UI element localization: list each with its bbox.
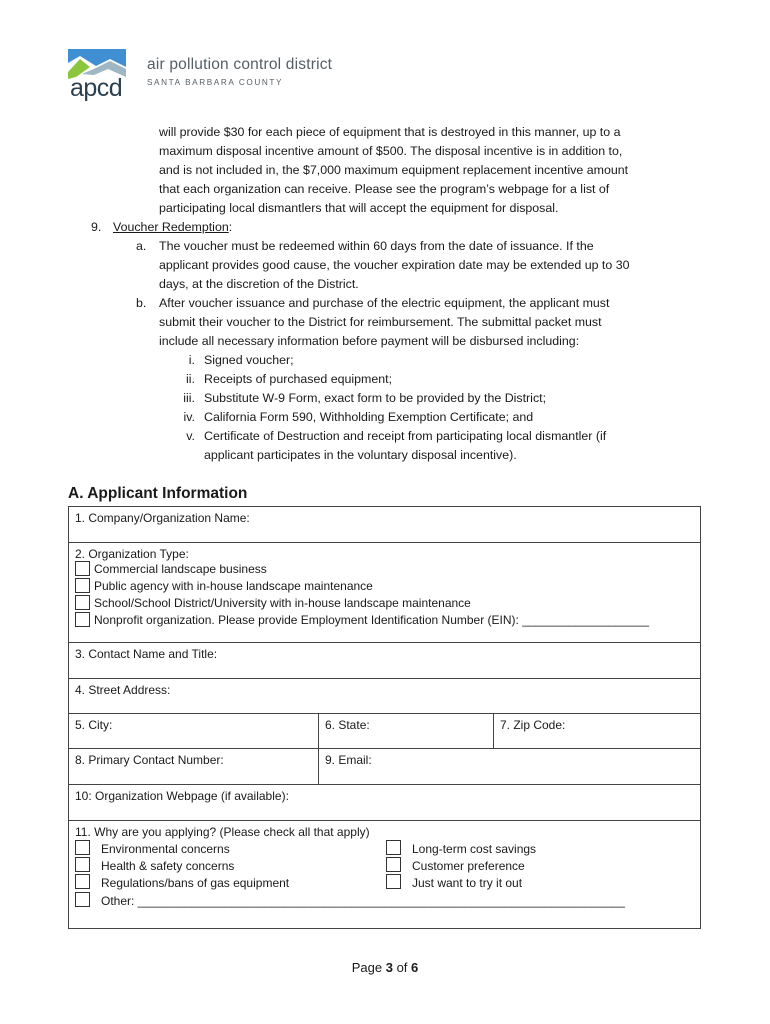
reason-label: Health & safety concerns — [101, 859, 235, 873]
field-label: 3. Contact Name and Title: — [75, 647, 218, 661]
field-contact-name[interactable] — [69, 643, 700, 679]
org-type-label: Nonprofit organization. Please provide Employment Identification Number (EIN): ___________________ — [94, 613, 650, 627]
field-label: 8. Primary Contact Number: — [75, 753, 224, 767]
field-label: 11. Why are you applying? (Please check all that apply) — [75, 825, 370, 839]
checkbox-org-type[interactable] — [75, 578, 90, 593]
sub-b-line: submit their voucher to the District for reimbursement. The submittal packet must — [159, 315, 602, 329]
checkbox-reason[interactable] — [386, 874, 401, 889]
sub-b-line: After voucher issuance and purchase of the electric equipment, the applicant must — [159, 296, 610, 310]
org-type-label: School/School District/University with in-house landscape maintenance — [94, 596, 471, 610]
checkbox-reason[interactable] — [75, 840, 90, 855]
reason-label: Just want to try it out — [412, 876, 523, 890]
field-label: 6. State: — [325, 718, 370, 732]
row-city-state-zip — [69, 714, 700, 749]
section-title: A. Applicant Information — [68, 485, 248, 502]
reason-label: Environmental concerns — [101, 842, 230, 856]
paragraph-line: that each organization can receive. Please see the program’s webpage for a list of — [159, 182, 610, 196]
org-type-label: Commercial landscape business — [94, 562, 267, 576]
sub-a-marker: a. — [136, 239, 147, 253]
org-name: air pollution control district — [147, 56, 333, 73]
item-9-number: 9. — [91, 220, 102, 234]
roman-item: California Form 590, Withholding Exemption Certificate; and — [204, 410, 534, 424]
field-label: 4. Street Address: — [75, 683, 171, 697]
checkbox-reason[interactable] — [75, 874, 90, 889]
field-label: 5. City: — [75, 718, 113, 732]
field-phone[interactable] — [69, 749, 318, 784]
field-state[interactable] — [318, 714, 493, 748]
applicant-form — [68, 506, 701, 929]
item-9-title: Voucher Redemption — [113, 220, 229, 234]
field-reasons — [69, 821, 700, 928]
reason-label: Long-term cost savings — [412, 842, 537, 856]
paragraph-line: participating local dismantlers that will accept the equipment for disposal. — [159, 201, 559, 215]
org-subtitle: SANTA BARBARA COUNTY — [147, 78, 284, 87]
checkbox-reason[interactable] — [75, 892, 90, 907]
field-email[interactable] — [318, 749, 700, 784]
roman-marker: ii. — [186, 372, 195, 386]
field-company[interactable] — [69, 507, 700, 543]
reason-label: Customer preference — [412, 859, 525, 873]
field-street-address[interactable] — [69, 679, 700, 714]
paragraph-line: will provide $30 for each piece of equipment that is destroyed in this manner, up to a — [159, 125, 621, 139]
item-9-heading — [113, 218, 232, 237]
row-phone-email — [69, 749, 700, 785]
page-of: of — [392, 960, 412, 975]
reason-label: Regulations/bans of gas equipment — [101, 876, 290, 890]
roman-marker: v. — [186, 429, 195, 443]
page-prefix: Page — [351, 960, 386, 975]
reason-other-label: Other: _________________________________________________________________________ — [101, 894, 625, 908]
field-label: 1. Company/Organization Name: — [75, 511, 250, 525]
field-webpage[interactable] — [69, 785, 700, 821]
page-total: 6 — [411, 960, 419, 975]
roman-item-continued: applicant participates in the voluntary disposal incentive). — [204, 448, 517, 462]
sub-a-line: The voucher must be redeemed within 60 days from the date of issuance. If the — [159, 239, 594, 253]
checkbox-org-type[interactable] — [75, 561, 90, 576]
item-9-colon: : — [228, 220, 233, 234]
field-label: 7. Zip Code: — [500, 718, 566, 732]
field-city[interactable] — [69, 714, 318, 748]
roman-item: Substitute W-9 Form, exact form to be provided by the District; — [204, 391, 547, 405]
sub-b-line: include all necessary information before payment will be disbursed including: — [159, 334, 580, 348]
field-label: 10: Organization Webpage (if available): — [75, 789, 289, 803]
checkbox-org-type[interactable] — [75, 595, 90, 610]
logo-wordmark: apcd — [70, 74, 123, 102]
roman-item: Certificate of Destruction and receipt from participating local dismantler (if — [204, 429, 607, 443]
sub-b-marker: b. — [136, 296, 147, 310]
paragraph-line: and is not included in, the $7,000 maximum equipment replacement incentive amount — [159, 163, 629, 177]
field-label: 2. Organization Type: — [75, 547, 189, 561]
paragraph-line: maximum disposal incentive amount of $500. The disposal incentive is in addition to, — [159, 144, 623, 158]
roman-marker: iii. — [183, 391, 195, 405]
sub-a-line: days, at the discretion of the District. — [159, 277, 359, 291]
roman-marker: iv. — [183, 410, 195, 424]
checkbox-reason[interactable] — [386, 857, 401, 872]
field-zip[interactable] — [493, 714, 700, 748]
roman-item: Signed voucher; — [204, 353, 294, 367]
field-label: 9. Email: — [325, 753, 372, 767]
checkbox-reason[interactable] — [386, 840, 401, 855]
sub-a-line: applicant provides good cause, the voucher expiration date may be extended up to 30 — [159, 258, 630, 272]
checkbox-org-type[interactable] — [75, 612, 90, 627]
field-org-type — [69, 543, 700, 643]
page-footer — [0, 960, 770, 975]
page-number: 3 — [385, 960, 393, 975]
roman-item: Receipts of purchased equipment; — [204, 372, 393, 386]
checkbox-reason[interactable] — [75, 857, 90, 872]
org-type-label: Public agency with in-house landscape maintenance — [94, 579, 373, 593]
roman-marker: i. — [188, 353, 195, 367]
